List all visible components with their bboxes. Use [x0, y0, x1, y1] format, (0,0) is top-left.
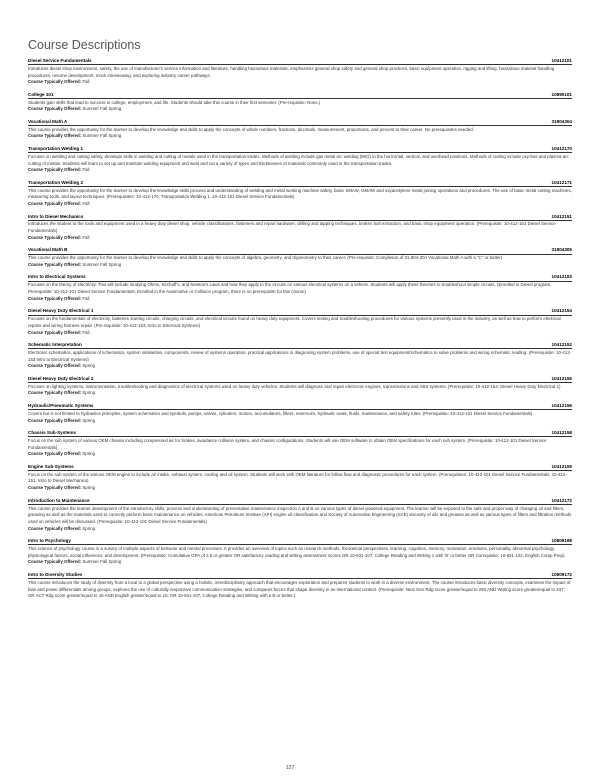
course-number: 10412155	[551, 375, 572, 381]
course-offered	[28, 106, 572, 113]
course-offered	[28, 418, 572, 425]
course-name: Introduction to Maintenance	[28, 497, 90, 503]
course-entry	[28, 403, 572, 424]
course-description: This course provides the opportunity for the learner to develop the knowledge skills process and understanding of welding and metal working machine safety, basic SMAW, GMAW and oxyacetylene metal joining operations and procedures. The use of basic metal cutting machines, measuring tools, and layout techniques. (Prerequisites: 10-412-170, Transportation Welding 1, 10-412-101 Diesel Service Fundamentals)	[28, 187, 572, 200]
course-name: Diesel Heavy Duty Electrical 1	[28, 308, 94, 314]
course-name: Transportation Welding 2	[28, 179, 84, 185]
course-description: Focuses on lighting systems, instrumentation, troubleshooting and diagnostics of electrical systems used on heavy duty vehicles. Students will diagnose and repair electronic engines, transmissions and ABS systems. (Prerequisite: 10-412-154, Diesel Heavy Duty Electrical 1)	[28, 383, 561, 389]
course-offered	[28, 485, 572, 492]
course-name: Vocational Math B	[28, 247, 68, 253]
offered-label: Course Typically Offered:	[28, 79, 82, 85]
course-offered	[28, 235, 572, 242]
course-name: Schematic Interpretation	[28, 342, 82, 348]
course-name: Diesel Service Fundamentals	[28, 58, 92, 63]
course-entry	[28, 342, 572, 370]
offered-label: Course Typically Offered:	[28, 451, 82, 457]
course-entry	[28, 92, 572, 113]
course-header	[28, 498, 572, 505]
course-number: 10809172	[551, 571, 572, 577]
offered-terms: Summer Fall Spring	[82, 106, 122, 112]
course-offered	[28, 262, 572, 269]
course-header	[28, 430, 572, 437]
offered-terms: Spring	[82, 525, 96, 531]
course-offered	[28, 79, 572, 86]
course-description: Students gain skills that lead to success in college, employment, and life. Students should take this course in their first semester. (Pre-requisite: None.)	[28, 99, 321, 105]
course-number: 10412154	[551, 308, 572, 314]
course-number: 10412151	[551, 213, 572, 219]
course-number: 10412152	[551, 342, 572, 348]
course-offered	[28, 167, 572, 174]
offered-label: Course Typically Offered:	[28, 329, 82, 335]
course-entry	[28, 274, 572, 302]
course-header	[28, 464, 572, 471]
course-entry	[28, 498, 572, 533]
course-description: Electronic schematics, applications of schematics, system similarities, components, review of systems operation, practical applications in diagnosing system problems, use of special test equipment/schematics to solve problems and wiring schematic reading. (Prerequisite: 10-412-153 Intro to Electrical Systems)	[28, 349, 572, 362]
course-number: 10412156	[551, 402, 572, 408]
course-number: 10412101	[551, 58, 572, 63]
course-name: Engine Sub-Systems	[28, 463, 74, 469]
course-number: 10890101	[551, 91, 572, 97]
course-offered	[28, 363, 572, 370]
course-entry	[28, 572, 572, 600]
course-description: Focus on the sub system of various OEM chassis including compressed air for brakes, avoidance collision system, and chassis configurations. Students will use OEM software to obtain OEM specifications for each sub system. (Prerequisite: 10-412-101 Diesel Service Fundamentals)	[28, 437, 547, 450]
course-number: 10412159	[551, 463, 572, 469]
offered-terms: Spring	[82, 451, 96, 457]
offered-label: Course Typically Offered:	[28, 133, 82, 139]
offered-label: Course Typically Offered:	[28, 559, 82, 565]
offered-label: Course Typically Offered:	[28, 261, 82, 267]
course-entry	[28, 146, 572, 174]
course-description: This course provides the learner development of the introductory skills, process and understanding of preventative maintenance inspection A and B on various types of diesel-powered equipment. The learner will be exposed to the safe and proper way of changing oil and filters, greasing as well as the materials used to correctly perform basic maintenance on vehicles. American Petroleum Institute (API) engine oil classification and Society of Automotive Engineering (SAE) viscosity of oils and greases as well as various types of filters and filtration methods used on vehicles will be discussed. (Prerequisite: 10-412-101 Diesel Service Fundamentals)	[28, 505, 572, 524]
course-name: Intro to Electrical Systems	[28, 274, 86, 280]
offered-terms: Fall	[82, 295, 90, 301]
offered-terms: Summer Fall Spring	[82, 261, 122, 267]
course-entry	[28, 119, 572, 140]
course-name: Intro to Diversity Studies	[28, 571, 83, 577]
course-number: 31804305	[551, 247, 572, 253]
course-header	[28, 342, 572, 349]
page-title: Course Descriptions	[28, 38, 141, 52]
offered-terms: Spring	[82, 485, 96, 491]
course-description: This course provides the opportunity for the learner to develop the knowledge and skills to apply the concepts of algebra, geometry, and trigonometry to their career. (Pre-requisite: Completion of 31-804-304 Vocational Math A with a "C" or better)	[28, 255, 503, 261]
offered-terms: Fall	[82, 329, 90, 335]
offered-label: Course Typically Offered:	[28, 417, 82, 423]
offered-terms: Fall	[82, 201, 90, 207]
offered-label: Course Typically Offered:	[28, 295, 82, 301]
course-description: Introduces the student to the tools and equipment used in a heavy duty diesel shop, vehicle classifications, fasteners and repair hardware, drilling and tapping techniques, broken bolt extraction, and basic shop equipment operation. (Prerequisite: 10-412-101 Diesel Service Fundamentals)	[28, 221, 556, 234]
offered-terms: Spring	[82, 363, 96, 369]
course-number: 10809198	[551, 538, 572, 544]
course-name: Diesel Heavy Duty Electrical 2	[28, 375, 94, 381]
course-description: Focuses on the fundamentals of electricity, batteries starting circuits, charging circuits, and electrical circuits found on heavy duty equipment. Covers testing and troubleshooting procedures for various systems presently used in the industry, as well as how to perform electrical repairs and wiring harness repair. (Pre-requisite: 10-412-153, Intro to Electrical Systems)	[28, 316, 561, 328]
course-name: Intro to Diesel Mechanics	[28, 213, 84, 219]
course-entry	[28, 214, 572, 242]
course-header	[28, 376, 572, 383]
offered-label: Course Typically Offered:	[28, 485, 82, 491]
course-entry	[28, 430, 572, 458]
course-description: This course introduces the study of diversity from a local to a global perspective using a holistic, interdisciplinary approach that encourages exploration and prepares students to work in a diverse environment. The course introduces basic diversity concepts, examines the impact of bias and power differentials among groups, explores the use of culturally responsive communication strategies, and compares forces that shape diversity in an international context. (Prerequisite: Next Gen Rdg score greater/equal to 250 AND Writing score greater/equal to 237; OR ACT Rdg score greater/equal to 16 AND English greater/equal to 15; OR 10-831-107, College Reading and Writing with a B or better.)	[28, 579, 571, 599]
course-header	[28, 538, 572, 545]
course-name: Intro to Psychology	[28, 538, 71, 544]
course-offered	[28, 526, 572, 533]
course-offered	[28, 133, 572, 140]
offered-terms: Fall	[82, 167, 90, 173]
course-description: Focus on the sub system of the various OEM engine to include air intake, exhaust system, cooling and oil system. Students will work with OEM literature for follow flow and diagnostic procedures for each system. (Prerequisites: 10-412-101 Diesel Service Fundamentals, 10-412-151, Intro to Diesel Mechanics)	[28, 471, 567, 484]
course-name: Vocational Math A	[28, 118, 68, 124]
offered-terms: Summer Fall Spring	[82, 133, 122, 139]
course-description: Introduces diesel shop environment, safety, the use of manufacturer's service information and literature, handling hazardous materials, emphasizes general shop safety and general shop practices, basic equipment operation, rigging and lifting, hazardous material handling procedures, resume development, mock interviewing, and exploring industry career pathways.	[28, 65, 555, 78]
course-number: 10412153	[551, 274, 572, 280]
course-header	[28, 247, 572, 254]
course-header	[28, 119, 572, 126]
course-description: Focuses on welding and cutting safety, develops skills in welding and cutting of metals used in the transportation trades. Methods of welding include gas metal arc welding (MIG) in the horizontal, vertical, and overhead positions. Methods of cutting include oxy-fuel and plasma arc cutting of metals. Students will learn to set up and maintain welding equipment and weld and cut a variety of types and thicknesses of materials commonly used in the transportation trades.	[28, 153, 569, 166]
course-header	[28, 180, 572, 187]
course-header	[28, 308, 572, 315]
course-entry	[28, 538, 572, 566]
course-offered	[28, 390, 572, 397]
course-description: This course provides the opportunity for the learner to develop the knowledge and skills to apply the concepts of whole numbers, fractions, decimals, measurement, proportions, and percent to their career. No prerequisites needed.	[28, 126, 474, 132]
course-offered	[28, 559, 572, 566]
course-entry	[28, 58, 572, 86]
offered-label: Course Typically Offered:	[28, 106, 82, 112]
course-description: Focuses on the theory of electricity. This will include studying Ohms, Kirchoff's, and Newton's Laws and how they apply to the circuits on various electrical systems on a vehicle. Students will apply these theories to troubleshoot simple circuits. (Enrolled in Diesel program, Prerequisite: 10-412-101 Diesel Service Fundamentals; Enrolled in the Automotive or Collision program, there is no prerequisite for this course)	[28, 282, 552, 295]
course-header	[28, 58, 572, 65]
offered-terms: Spring	[82, 390, 96, 396]
course-entry	[28, 247, 572, 268]
course-name: Chassis Sub-Systems	[28, 430, 76, 436]
course-entry	[28, 376, 572, 397]
course-offered	[28, 330, 572, 337]
offered-terms: Fall	[82, 234, 90, 240]
course-name: College 101	[28, 91, 54, 97]
offered-label: Course Typically Offered:	[28, 167, 82, 173]
offered-label: Course Typically Offered:	[28, 363, 82, 369]
course-description: This science of psychology course is a survey of multiple aspects of behavior and mental processes. It provides an overview of topics such as research methods, theoretical perspectives, learning, cognition, memory, motivation, emotions, personality, abnormal psychology, physiological factors, social influences, and development. (Prerequisite: Cumulative GPA of 2.6 or greater OR satisfactory reading and writing assessment scores OR 10-831-107, College Reading and Writing 1 with 'B' or better OR Corequisite: 10-831-102, English Comp Prep).	[28, 546, 566, 558]
course-number: 10412158	[551, 430, 572, 436]
course-number: 10412171	[551, 179, 572, 185]
offered-label: Course Typically Offered:	[28, 390, 82, 396]
offered-terms: Summer Fall Spring	[82, 559, 122, 565]
offered-terms: Fall	[82, 79, 90, 85]
course-offered	[28, 296, 572, 303]
course-header	[28, 92, 572, 99]
course-header	[28, 403, 572, 410]
offered-label: Course Typically Offered:	[28, 201, 82, 207]
course-description: Covers but is not limited to hydraulics principles, system schematics and symbols, pumps, valves, cylinders, motors, accumulators, filters, reservoirs, hydraulic seals, fluids, maintenance, and safety rules. (Prerequisite: 10-412-101 Diesel Service Fundamentals)	[28, 410, 533, 416]
course-name: Transportation Welding 1	[28, 145, 84, 151]
course-list	[28, 58, 572, 606]
course-offered	[28, 201, 572, 208]
course-offered	[28, 451, 572, 458]
course-entry	[28, 464, 572, 492]
course-number: 31804304	[551, 118, 572, 124]
course-entry	[28, 180, 572, 208]
offered-label: Course Typically Offered:	[28, 525, 82, 531]
course-header	[28, 274, 572, 281]
course-name: Hydraulic/Pneumatic Systems	[28, 402, 94, 408]
course-entry	[28, 308, 572, 336]
course-header	[28, 572, 572, 579]
course-number: 10412172	[551, 497, 572, 503]
course-header	[28, 146, 572, 153]
course-header	[28, 214, 572, 221]
offered-terms: Spring	[82, 417, 96, 423]
offered-label: Course Typically Offered:	[28, 234, 82, 240]
page-number: 127	[286, 765, 295, 771]
course-number: 10412170	[551, 145, 572, 151]
